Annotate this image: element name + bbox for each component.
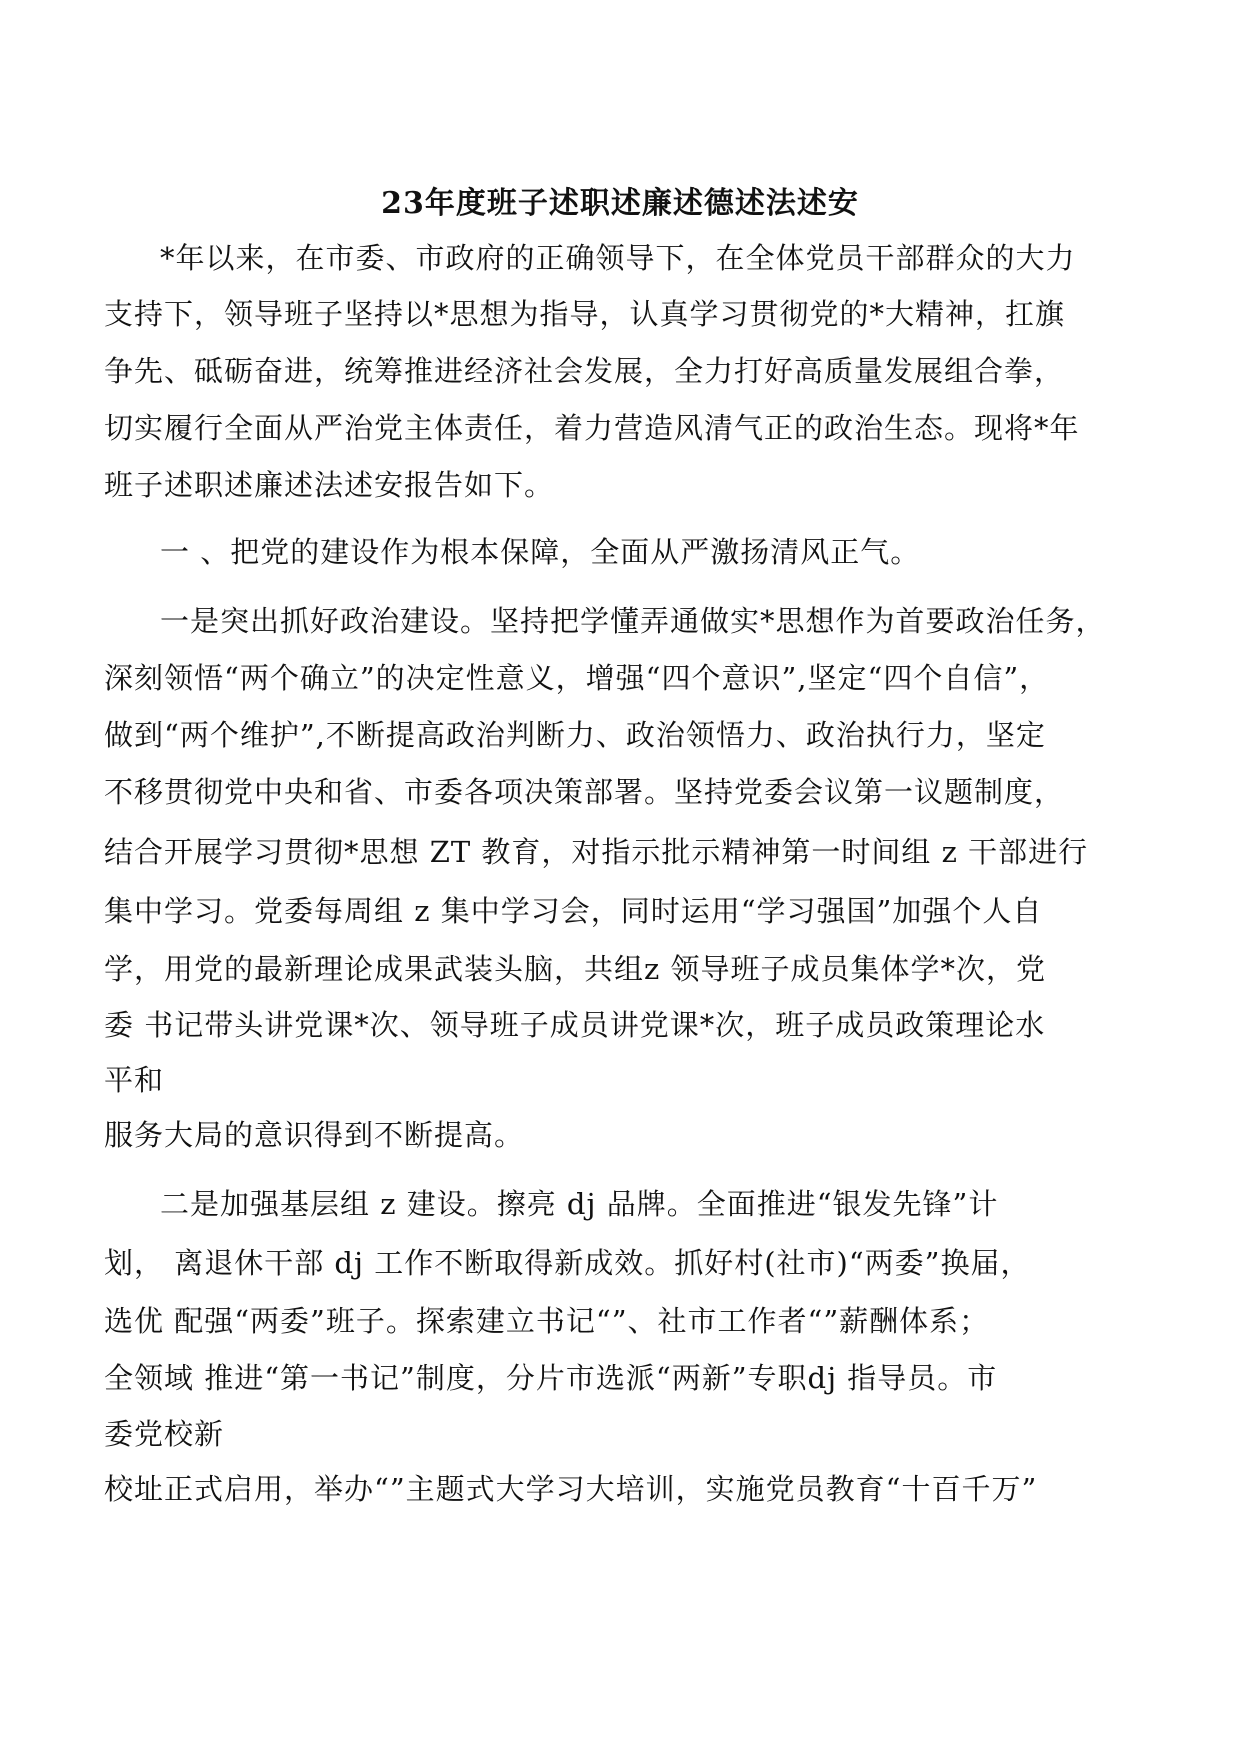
body-line: 深刻领悟“两个确立”的决定性意义，增强“四个意识”,坚定“四个自信”， <box>104 661 1050 695</box>
body-line: 二是加强基层组 z 建设。擦亮 dj 品牌。全面推进“银发先锋”计 <box>160 1187 999 1221</box>
body-line: 不移贯彻党中央和省、市委各项决策部署。坚持党委会议第一议题制度， <box>104 775 1065 809</box>
body-line: 全领域 推进“第一书记”制度，分片市选派“两新”专职dj 指导员。市 <box>104 1361 998 1395</box>
body-line: 平和 <box>104 1063 165 1097</box>
body-line: 一是突出抓好政治建设。坚持把学懂弄通做实*思想作为首要政治任务， <box>160 604 1106 638</box>
body-line: 服务大局的意识得到不断提高。 <box>104 1118 525 1152</box>
body-line: 委党校新 <box>104 1417 225 1451</box>
document-title: 23年度班子述职述廉述德述法述安 <box>381 186 859 221</box>
body-line: 争先、砥砺奋进，统筹推进经济社会发展，全力打好高质量发展组合拳， <box>104 354 1065 388</box>
body-line: 选优 配强“两委”班子。探索建立书记“”、社市工作者“”薪酬体系； <box>104 1304 990 1338</box>
body-line: 委 书记带头讲党课*次、领导班子成员讲党课*次，班子成员政策理论水 <box>104 1008 1046 1042</box>
body-line: 支持下，领导班子坚持以*思想为指导，认真学习贯彻党的*大精神，扛旗 <box>104 297 1066 331</box>
body-line: 切实履行全面从严治党主体责任，着力营造风清气正的政治生态。现将*年 <box>104 411 1080 445</box>
section-heading: 一 、把党的建设作为根本保障，全面从严激扬清风正气。 <box>160 535 921 569</box>
body-line: 学，用党的最新理论成果武装头脑，共组z 领导班子成员集体学*次，党 <box>104 952 1046 986</box>
body-line: 班子述职述廉述法述安报告如下。 <box>104 468 555 502</box>
body-line: 做到“两个维护”,不断提高政治判断力、政治领悟力、政治执行力，坚定 <box>104 718 1046 752</box>
body-line: 划， 离退休干部 dj 工作不断取得新成效。抓好村(社市)“两委”换届， <box>104 1246 1031 1280</box>
body-line: 结合开展学习贯彻*思想 ZT 教育，对指示批示精神第一时间组 z 干部进行 <box>104 835 1089 869</box>
body-line: *年以来，在市委、市政府的正确领导下，在全体党员干部群众的大力 <box>160 241 1076 275</box>
body-line: 集中学习。党委每周组 z 集中学习会，同时运用“学习强国”加强个人自 <box>104 894 1043 928</box>
body-line: 校址正式启用，举办“”主题式大学习大培训，实施党员教育“十百千万” <box>104 1472 1038 1506</box>
